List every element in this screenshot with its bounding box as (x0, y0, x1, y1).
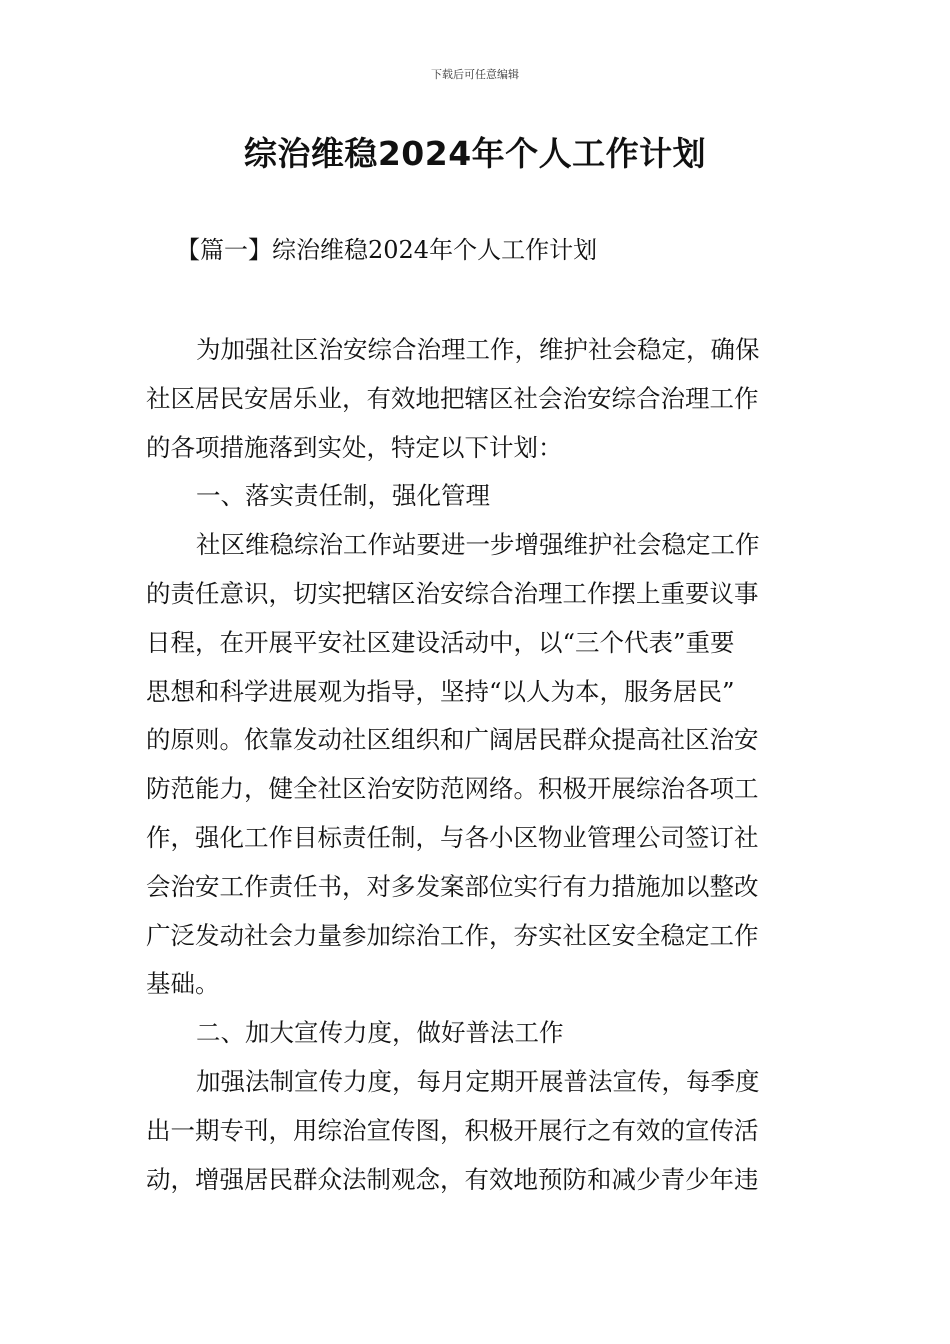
body-line: 加强法制宣传力度，每月定期开展普法宣传，每季度 (196, 1066, 760, 1096)
body-line: 广泛发动社会力量参加综治工作，夯实社区安全稳定工作 (146, 920, 759, 950)
body-line: 思想和科学进展观为指导，坚持“以人为本，服务居民” (146, 676, 735, 706)
body-line: 为加强社区治安综合治理工作，维护社会稳定，确保 (196, 335, 760, 364)
body-line: 出一期专刊，用综治宣传图，积极开展行之有效的宣传活 (146, 1115, 759, 1145)
body-line: 基础。 (146, 969, 220, 999)
body-text (146, 326, 806, 1204)
body-line: 防范能力，健全社区治安防范网络。积极开展综治各项工 (146, 774, 759, 804)
document-title: 综治维稳2024年个人工作计划 (243, 134, 707, 173)
body-line: 会治安工作责任书，对多发案部位实行有力措施加以整改 (146, 871, 759, 901)
body-line: 二、加大宣传力度，做好普法工作 (196, 1018, 564, 1048)
body-line: 日程，在开展平安社区建设活动中，以“三个代表”重要 (146, 627, 735, 657)
body-line: 的各项措施落到实处，特定以下计划： (146, 432, 563, 462)
body-line: 动，增强居民群众法制观念，有效地预防和减少青少年违 (146, 1164, 759, 1194)
body-line: 的原则。依靠发动社区组织和广阔居民群众提高社区治安 (146, 725, 759, 755)
section-heading: 【篇一】综治维稳2024年个人工作计划 (176, 236, 598, 264)
body-line: 社区维稳综治工作站要进一步增强维护社会稳定工作 (196, 530, 760, 560)
body-line: 一、落实责任制，强化管理 (196, 481, 490, 511)
body-line: 作，强化工作目标责任制，与各小区物业管理公司签订社 (146, 822, 759, 852)
header-note: 下载后可任意编辑 (431, 68, 519, 81)
body-line: 社区居民安居乐业，有效地把辖区社会治安综合治理工作 (146, 383, 759, 413)
body-line: 的责任意识，切实把辖区治安综合治理工作摆上重要议事 (146, 578, 759, 608)
